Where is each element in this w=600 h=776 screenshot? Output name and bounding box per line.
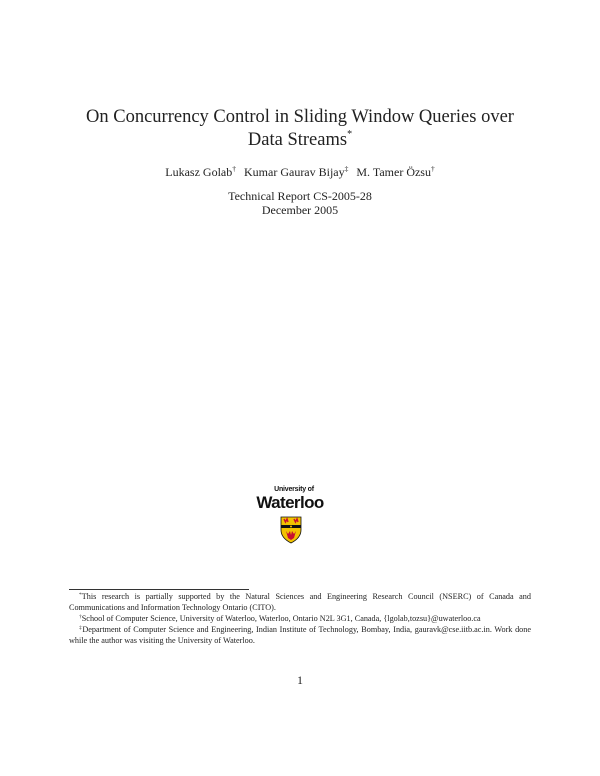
- paper-title-text: On Concurrency Control in Sliding Window Queries over Data Streams: [86, 107, 514, 150]
- author-name: Kumar Gaurav Bijay: [244, 165, 345, 179]
- university-shield-icon: [280, 516, 302, 544]
- author-affiliation-mark: †: [232, 164, 236, 173]
- footnote: [69, 591, 531, 613]
- footnote: [69, 624, 531, 646]
- footnote-mark: †: [79, 614, 82, 620]
- author-affiliation-mark: ‡: [344, 164, 349, 173]
- author-name: M. Tamer Özsu: [356, 165, 431, 179]
- logo-name: Waterloo: [256, 493, 324, 512]
- report-info: [160, 190, 440, 217]
- author: [165, 165, 236, 179]
- author-affiliation-mark: †: [430, 164, 435, 173]
- footnote-text: School of Computer Science, University of Waterloo, Waterloo, Ontario N2L 3G1, Canada, {lgolab,tozsu}@uwaterloo.ca: [81, 614, 481, 623]
- footnotes: [69, 591, 531, 646]
- title-footnote-mark: *: [347, 129, 353, 140]
- author-name: Lukasz Golab: [165, 165, 233, 179]
- author-list: [60, 165, 540, 179]
- footnote-mark: ‡: [79, 625, 83, 631]
- university-logo: [240, 486, 340, 548]
- footnote-text: This research is partially supported by the Natural Sciences and Engineering Research Council (NSERC) of Canada and Communications and Information Technology Ontario (CITO).: [69, 592, 531, 612]
- footnote-separator: [69, 589, 249, 590]
- footnote: [69, 613, 531, 624]
- author: [244, 165, 348, 179]
- logo-top-text: University of: [274, 486, 314, 493]
- footnote-mark: *: [79, 592, 82, 598]
- report-number: Technical Report CS-2005-28: [228, 189, 372, 203]
- paper-title: [70, 106, 530, 152]
- page-number: 1: [297, 673, 303, 687]
- footnote-text: Department of Computer Science and Engineering, Indian Institute of Technology, Bombay, India, gauravk@cse.iitb.ac.in. Work done while the author was visiting the University of Waterloo.: [69, 625, 531, 645]
- author: [356, 165, 434, 179]
- report-date: December 2005: [261, 202, 339, 217]
